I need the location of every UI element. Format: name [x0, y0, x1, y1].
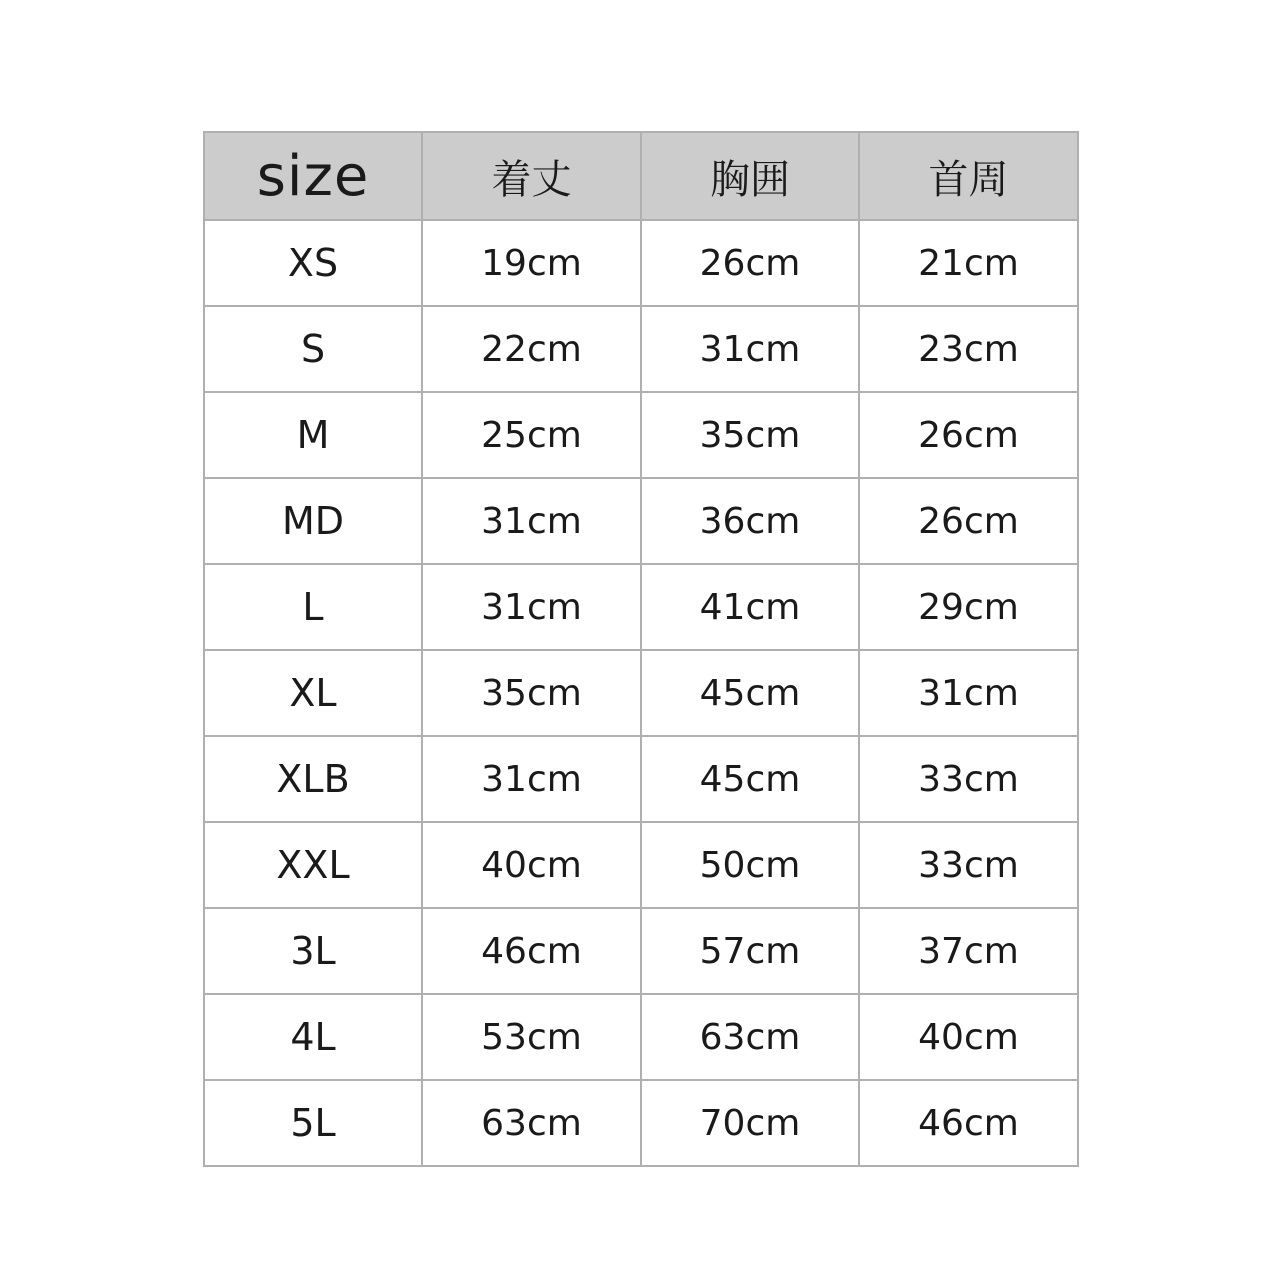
- header-length: 着丈: [422, 132, 641, 220]
- table-row: [204, 220, 1078, 306]
- size-label-cell: M: [204, 392, 422, 478]
- table-row: [204, 478, 1078, 564]
- chest-cell: 57cm: [641, 908, 859, 994]
- neck-cell: 26cm: [859, 478, 1078, 564]
- size-label-cell: XS: [204, 220, 422, 306]
- table-row: [204, 306, 1078, 392]
- length-cell: 31cm: [422, 478, 641, 564]
- table-row: [204, 564, 1078, 650]
- neck-cell: 31cm: [859, 650, 1078, 736]
- length-cell: 19cm: [422, 220, 641, 306]
- table-row: [204, 650, 1078, 736]
- neck-cell: 40cm: [859, 994, 1078, 1080]
- header-neck: 首周: [859, 132, 1078, 220]
- length-cell: 46cm: [422, 908, 641, 994]
- neck-cell: 29cm: [859, 564, 1078, 650]
- size-table: [203, 131, 1079, 1167]
- header-size: size: [204, 132, 422, 220]
- size-label-cell: S: [204, 306, 422, 392]
- table-row: [204, 736, 1078, 822]
- length-cell: 53cm: [422, 994, 641, 1080]
- chest-cell: 36cm: [641, 478, 859, 564]
- chest-cell: 26cm: [641, 220, 859, 306]
- chest-cell: 63cm: [641, 994, 859, 1080]
- length-cell: 25cm: [422, 392, 641, 478]
- size-label-cell: 3L: [204, 908, 422, 994]
- header-row: [204, 132, 1078, 220]
- chest-cell: 50cm: [641, 822, 859, 908]
- table-row: [204, 392, 1078, 478]
- size-label-cell: XXL: [204, 822, 422, 908]
- neck-cell: 33cm: [859, 736, 1078, 822]
- neck-cell: 37cm: [859, 908, 1078, 994]
- chest-cell: 35cm: [641, 392, 859, 478]
- neck-cell: 21cm: [859, 220, 1078, 306]
- table-row: [204, 994, 1078, 1080]
- length-cell: 31cm: [422, 736, 641, 822]
- size-label-cell: XL: [204, 650, 422, 736]
- size-label-cell: MD: [204, 478, 422, 564]
- table-header: [204, 132, 1078, 220]
- size-label-cell: 5L: [204, 1080, 422, 1166]
- chest-cell: 45cm: [641, 650, 859, 736]
- neck-cell: 33cm: [859, 822, 1078, 908]
- chest-cell: 70cm: [641, 1080, 859, 1166]
- size-label-cell: XLB: [204, 736, 422, 822]
- length-cell: 40cm: [422, 822, 641, 908]
- length-cell: 35cm: [422, 650, 641, 736]
- table-row: [204, 908, 1078, 994]
- length-cell: 63cm: [422, 1080, 641, 1166]
- neck-cell: 46cm: [859, 1080, 1078, 1166]
- length-cell: 22cm: [422, 306, 641, 392]
- table-body: [204, 220, 1078, 1166]
- table-row: [204, 1080, 1078, 1166]
- chest-cell: 31cm: [641, 306, 859, 392]
- size-label-cell: 4L: [204, 994, 422, 1080]
- size-label-cell: L: [204, 564, 422, 650]
- header-chest: 胸囲: [641, 132, 859, 220]
- chest-cell: 45cm: [641, 736, 859, 822]
- chest-cell: 41cm: [641, 564, 859, 650]
- length-cell: 31cm: [422, 564, 641, 650]
- neck-cell: 26cm: [859, 392, 1078, 478]
- neck-cell: 23cm: [859, 306, 1078, 392]
- table-row: [204, 822, 1078, 908]
